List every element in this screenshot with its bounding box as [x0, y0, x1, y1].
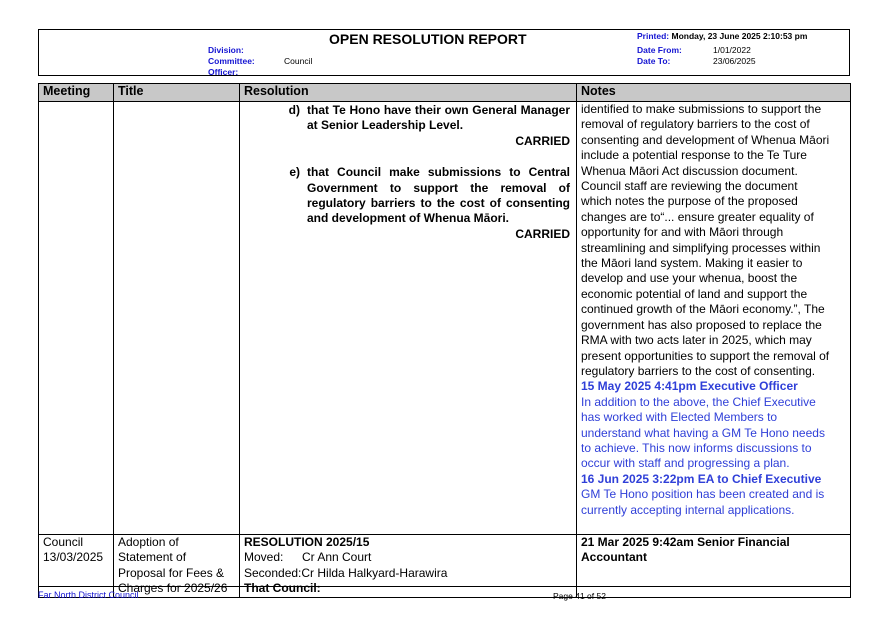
date-to-label: Date To:: [637, 56, 671, 66]
report-title: OPEN RESOLUTION REPORT: [329, 31, 527, 47]
meeting-cell: [39, 535, 114, 598]
column-header-meeting: Meeting: [39, 84, 114, 102]
notes-line: develop and use your whenua, boost the: [581, 271, 798, 286]
notes-cell: [577, 535, 851, 598]
that-council: That Council:: [244, 581, 321, 596]
resolution-cell: [240, 102, 577, 535]
notes-line: has worked with Elected Members to: [581, 410, 778, 425]
notes-entry-heading: 16 Jun 2025 3:22pm EA to Chief Executive: [581, 471, 822, 486]
seconded-value: Cr Hilda Halkyard-Harawira: [301, 565, 448, 580]
title-line: Charges for 2025/26: [118, 581, 228, 596]
notes-entry-body: [581, 395, 846, 472]
notes-line: economic potential of land and support the: [581, 286, 808, 301]
division-label: Division:: [208, 45, 244, 55]
item-letter: d): [288, 103, 300, 117]
date-from-value: 1/01/2022: [713, 45, 751, 55]
column-header-notes: Notes: [577, 84, 851, 102]
notes-line: Council staff are reviewing the document: [581, 179, 798, 194]
resolution-heading: RESOLUTION 2025/15: [244, 535, 370, 549]
notes-line: which notes the purpose of the proposed: [581, 194, 798, 209]
seconded-line: [244, 566, 572, 581]
date-from-label: Date From:: [637, 45, 682, 55]
committee-value: Council: [284, 56, 313, 66]
column-header-title: Title: [114, 84, 240, 102]
item-text: that Council make submissions to Central Government to support the removal of regulatory barriers to the cost of consenting and development of Whenua Māori.: [307, 165, 570, 226]
notes-line: regulatory barriers to the cost of consenting.: [581, 363, 816, 378]
table-row: [39, 102, 851, 535]
moved-label: Moved:: [244, 550, 284, 565]
notes-entry-body: [581, 487, 846, 518]
title-line: Adoption of: [118, 535, 179, 549]
column-header-resolution: Resolution: [240, 84, 577, 102]
notes-line: consenting and development of Whenua Māori: [581, 132, 830, 147]
notes-line: to achieve. This now informs discussions to: [581, 440, 812, 455]
notes-line: government has also proposed to replace the: [581, 317, 822, 332]
notes-line: GM Te Hono position has been created and is: [581, 487, 825, 502]
notes-line: occur with staff and progressing a plan.: [581, 456, 790, 471]
meeting-date: 13/03/2025: [43, 550, 104, 565]
notes-line: identified to make submissions to support the: [581, 102, 822, 116]
table-row: [39, 535, 851, 598]
notes-line: continued growth of the Māori economy.”, The: [581, 302, 825, 317]
title-cell: [114, 535, 240, 598]
page-number: Page 41 of 52: [553, 591, 606, 601]
printed-label: Printed:: [637, 31, 670, 41]
notes-cell: [577, 102, 851, 535]
resolution-cell: [240, 535, 577, 598]
item-letter: e): [289, 165, 300, 180]
resolution-table: [38, 83, 851, 598]
notes-entry-heading: Accountant: [581, 550, 647, 565]
notes-line: present opportunities to support the removal of: [581, 348, 830, 363]
carried-status: CARRIED: [515, 226, 570, 241]
printed-value: Monday, 23 June 2025 2:10:53 pm: [671, 31, 808, 41]
table-header-row: [39, 84, 851, 102]
resolution-item-d: [244, 103, 572, 134]
footer-divider: [38, 586, 850, 587]
title-line: Statement of: [118, 550, 187, 565]
notes-entry-heading: 21 Mar 2025 9:42am Senior Financial: [581, 535, 790, 549]
notes-line: the Māori land system. Making it easier to: [581, 256, 803, 271]
notes-line: include a potential response to the Te Ture: [581, 148, 807, 163]
notes-line: currently accepting internal applications.: [581, 502, 795, 517]
footer-org: Far North District Council: [38, 590, 139, 600]
notes-line: changes are to“... ensure greater equality of: [581, 209, 814, 224]
meeting-cell: [39, 102, 114, 535]
carried-status: CARRIED: [515, 133, 570, 148]
officer-label: Officer:: [208, 67, 239, 77]
moved-line: [244, 550, 572, 565]
notes-line: understand what having a GM Te Hono needs: [581, 425, 825, 440]
notes-line: Whenua Māori Act discussion document.: [581, 163, 798, 178]
meeting-name: Council: [43, 535, 84, 549]
seconded-label: Seconded:: [244, 565, 302, 580]
report-header: [38, 29, 850, 76]
notes-line: streamlining and simplifying processes within: [581, 240, 821, 255]
notes-line: In addition to the above, the Chief Executive: [581, 394, 816, 409]
title-cell: [114, 102, 240, 535]
printed-info: [637, 31, 807, 41]
notes-entry-heading: 15 May 2025 4:41pm Executive Officer: [581, 379, 798, 394]
date-to-value: 23/06/2025: [713, 56, 756, 66]
resolution-item-e: [244, 165, 572, 227]
title-line: Proposal for Fees &: [118, 565, 225, 580]
item-text: that Te Hono have their own General Manager at Senior Leadership Level.: [307, 103, 570, 133]
notes-body: [581, 102, 846, 379]
committee-label: Committee:: [208, 56, 255, 66]
notes-line: RMA with two acts later in 2025, which may: [581, 333, 812, 348]
moved-value: Cr Ann Court: [302, 550, 372, 565]
notes-line: opportunity for and with Māori through: [581, 225, 784, 240]
notes-line: removal of regulatory barriers to the cost of: [581, 117, 810, 132]
